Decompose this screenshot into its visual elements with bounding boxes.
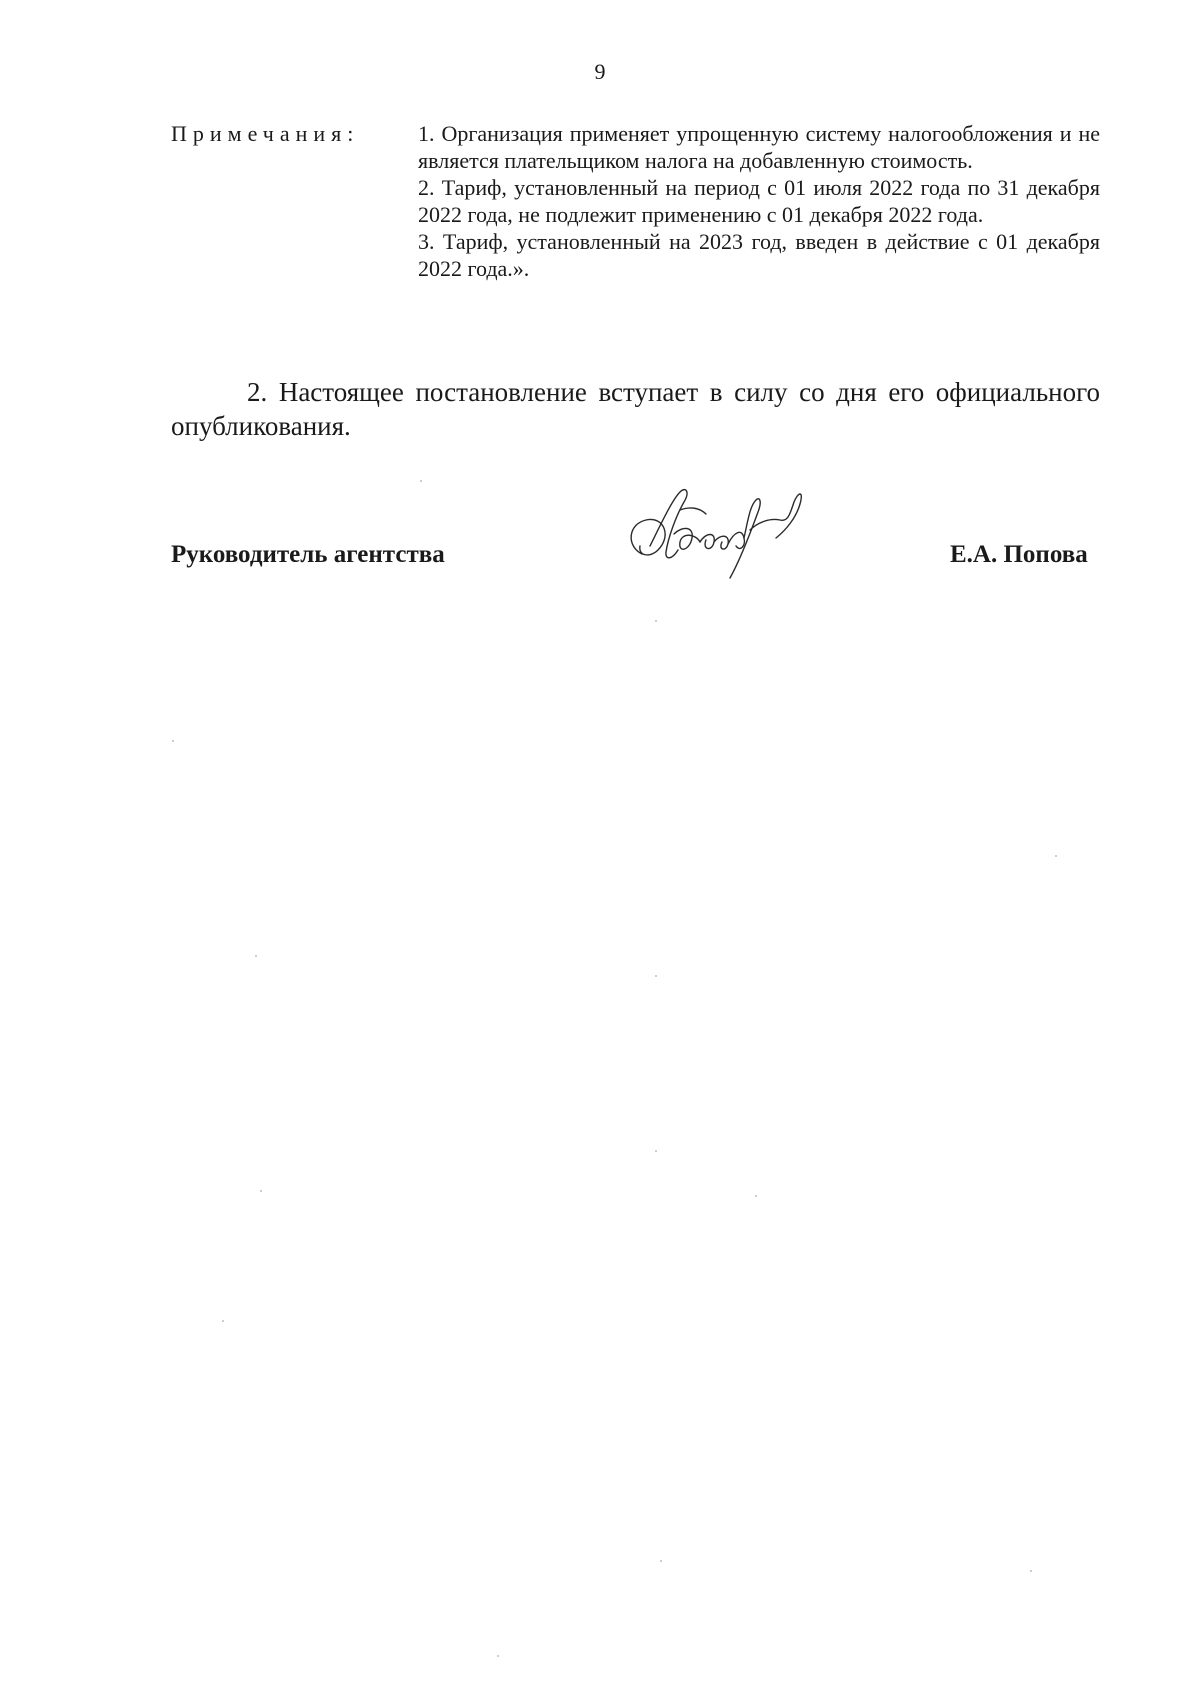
scan-speck [255, 955, 257, 957]
handwritten-signature [620, 480, 820, 590]
scan-speck [655, 1150, 657, 1152]
scan-speck [655, 975, 657, 977]
scan-speck [660, 1560, 662, 1562]
scan-speck [222, 1320, 224, 1322]
effective-date-paragraph: 2. Настоящее постановление вступает в силу со дня его официального опубликования. [171, 377, 1100, 441]
scan-speck [497, 1655, 499, 1657]
scan-speck [172, 740, 174, 742]
note-item: 1. Организация применяет упрощенную систему налогообложения и не является плательщиком налога на добавленную стоимость. [418, 121, 1100, 173]
note-item: 3. Тариф, установленный на 2023 год, введен в действие с 01 декабря 2022 года.». [418, 229, 1100, 281]
note-item: 2. Тариф, установленный на период с 01 июля 2022 года по 31 декабря 2022 года, не подлежит применению с 01 декабря 2022 года. [418, 175, 1100, 227]
page-number: 9 [594, 59, 606, 84]
scan-speck [420, 480, 422, 482]
scan-speck [655, 620, 657, 622]
notes-label: Примечания: [171, 121, 360, 146]
scan-speck [1030, 1570, 1032, 1572]
scan-speck [1055, 855, 1057, 857]
scan-speck [755, 1195, 757, 1197]
scan-speck [260, 1190, 262, 1192]
signer-name: Е.А. Попова [950, 541, 1088, 568]
notes-list [418, 120, 1100, 282]
signer-position: Руководитель агентства [171, 541, 445, 568]
